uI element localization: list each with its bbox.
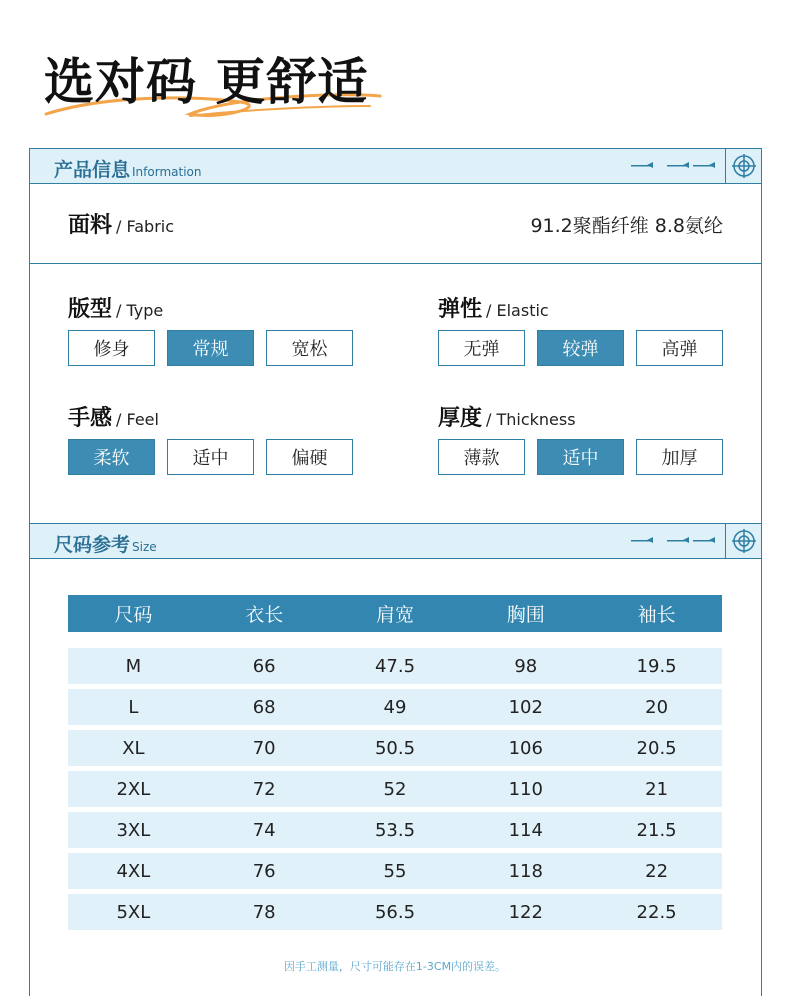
info-section-header xyxy=(29,148,762,184)
fabric-label-en: / Fabric xyxy=(116,217,175,236)
table-cell: 53.5 xyxy=(374,819,416,841)
table-cell: 22.5 xyxy=(636,901,677,923)
table-cell: 2XL xyxy=(116,778,151,800)
table-cell: 20 xyxy=(645,696,669,718)
feel-option[interactable]: 适中 xyxy=(167,439,254,475)
table-cell: 106 xyxy=(508,737,543,759)
table-cell: 78 xyxy=(252,901,276,923)
table-cell: 20.5 xyxy=(636,737,677,759)
table-cell: 49 xyxy=(383,696,407,718)
table-cell: 55 xyxy=(383,860,407,882)
type-group xyxy=(68,292,353,366)
size-section-header xyxy=(29,523,762,559)
feel-option[interactable]: 柔软 xyxy=(68,439,155,475)
column-header: 尺码 xyxy=(114,604,153,626)
table-cell: 21.5 xyxy=(636,819,677,841)
thickness-option[interactable]: 薄款 xyxy=(438,439,525,475)
table-cell: 110 xyxy=(508,778,543,800)
thickness-group xyxy=(438,401,723,475)
table-cell: 19.5 xyxy=(636,655,677,677)
arrows-icon xyxy=(631,535,715,547)
feel-option[interactable]: 偏硬 xyxy=(266,439,353,475)
table-cell: 47.5 xyxy=(374,655,416,677)
elastic-option[interactable]: 较弹 xyxy=(537,330,624,366)
elastic-label: 弹性 xyxy=(438,297,483,322)
thickness-label: 厚度 xyxy=(438,406,483,431)
fabric-row xyxy=(30,184,761,264)
page-title: 选对码 更舒适 xyxy=(44,53,369,111)
size-table xyxy=(68,595,722,930)
table-cell: 52 xyxy=(383,778,407,800)
table-cell: XL xyxy=(122,737,145,759)
size-table-header xyxy=(68,595,722,632)
table-cell: 66 xyxy=(252,655,276,677)
elastic-group xyxy=(438,292,723,366)
column-header: 衣长 xyxy=(245,604,284,626)
table-cell: 22 xyxy=(645,860,669,882)
thickness-option[interactable]: 适中 xyxy=(537,439,624,475)
type-label-en: / Type xyxy=(116,301,164,320)
table-row xyxy=(68,853,722,889)
table-cell: 122 xyxy=(508,901,543,923)
table-cell: 102 xyxy=(508,696,543,718)
type-option[interactable]: 宽松 xyxy=(266,330,353,366)
table-cell: 3XL xyxy=(116,819,151,841)
table-cell: 114 xyxy=(508,819,543,841)
type-option[interactable]: 常规 xyxy=(167,330,254,366)
column-header: 胸围 xyxy=(506,604,545,626)
column-header: 袖长 xyxy=(637,604,676,626)
table-cell: 74 xyxy=(252,819,276,841)
thickness-label-en: / Thickness xyxy=(486,410,576,429)
table-row xyxy=(68,689,722,725)
table-row xyxy=(68,648,722,684)
column-header: 肩宽 xyxy=(375,604,414,626)
type-label: 版型 xyxy=(68,297,113,322)
size-title: 尺码参考 xyxy=(54,534,131,556)
feel-label-en: / Feel xyxy=(116,410,159,429)
feel-label: 手感 xyxy=(68,406,113,431)
crosshair-icon xyxy=(725,523,761,559)
table-row xyxy=(68,771,722,807)
table-cell: 56.5 xyxy=(374,901,416,923)
title-banner xyxy=(40,36,400,132)
table-row xyxy=(68,730,722,766)
table-cell: 21 xyxy=(645,778,669,800)
elastic-option[interactable]: 高弹 xyxy=(636,330,723,366)
thickness-option[interactable]: 加厚 xyxy=(636,439,723,475)
table-cell: 98 xyxy=(514,655,538,677)
table-cell: 5XL xyxy=(116,901,151,923)
measurement-note: 因手工测量，尺寸可能存在1-3CM内的误差。 xyxy=(283,960,507,973)
crosshair-icon xyxy=(725,148,761,184)
elastic-label-en: / Elastic xyxy=(486,301,549,320)
table-cell: 76 xyxy=(252,860,276,882)
table-cell: 50.5 xyxy=(374,737,416,759)
fabric-label: 面料 xyxy=(68,213,113,238)
table-cell: 118 xyxy=(508,860,543,882)
feel-group xyxy=(68,401,353,475)
elastic-option[interactable]: 无弹 xyxy=(438,330,525,366)
arrows-icon xyxy=(631,160,715,172)
table-cell: 68 xyxy=(252,696,276,718)
table-cell: 70 xyxy=(252,737,276,759)
fabric-value: 91.2聚酯纤维 8.8氨纶 xyxy=(530,215,723,237)
info-title-en: Information xyxy=(132,165,202,179)
table-cell: M xyxy=(125,655,142,677)
size-title-en: Size xyxy=(132,540,157,554)
table-row xyxy=(68,894,722,930)
table-row xyxy=(68,812,722,848)
type-option[interactable]: 修身 xyxy=(68,330,155,366)
table-cell: 4XL xyxy=(116,860,151,882)
table-cell: 72 xyxy=(252,778,276,800)
table-cell: L xyxy=(128,696,139,718)
info-title: 产品信息 xyxy=(54,159,131,181)
